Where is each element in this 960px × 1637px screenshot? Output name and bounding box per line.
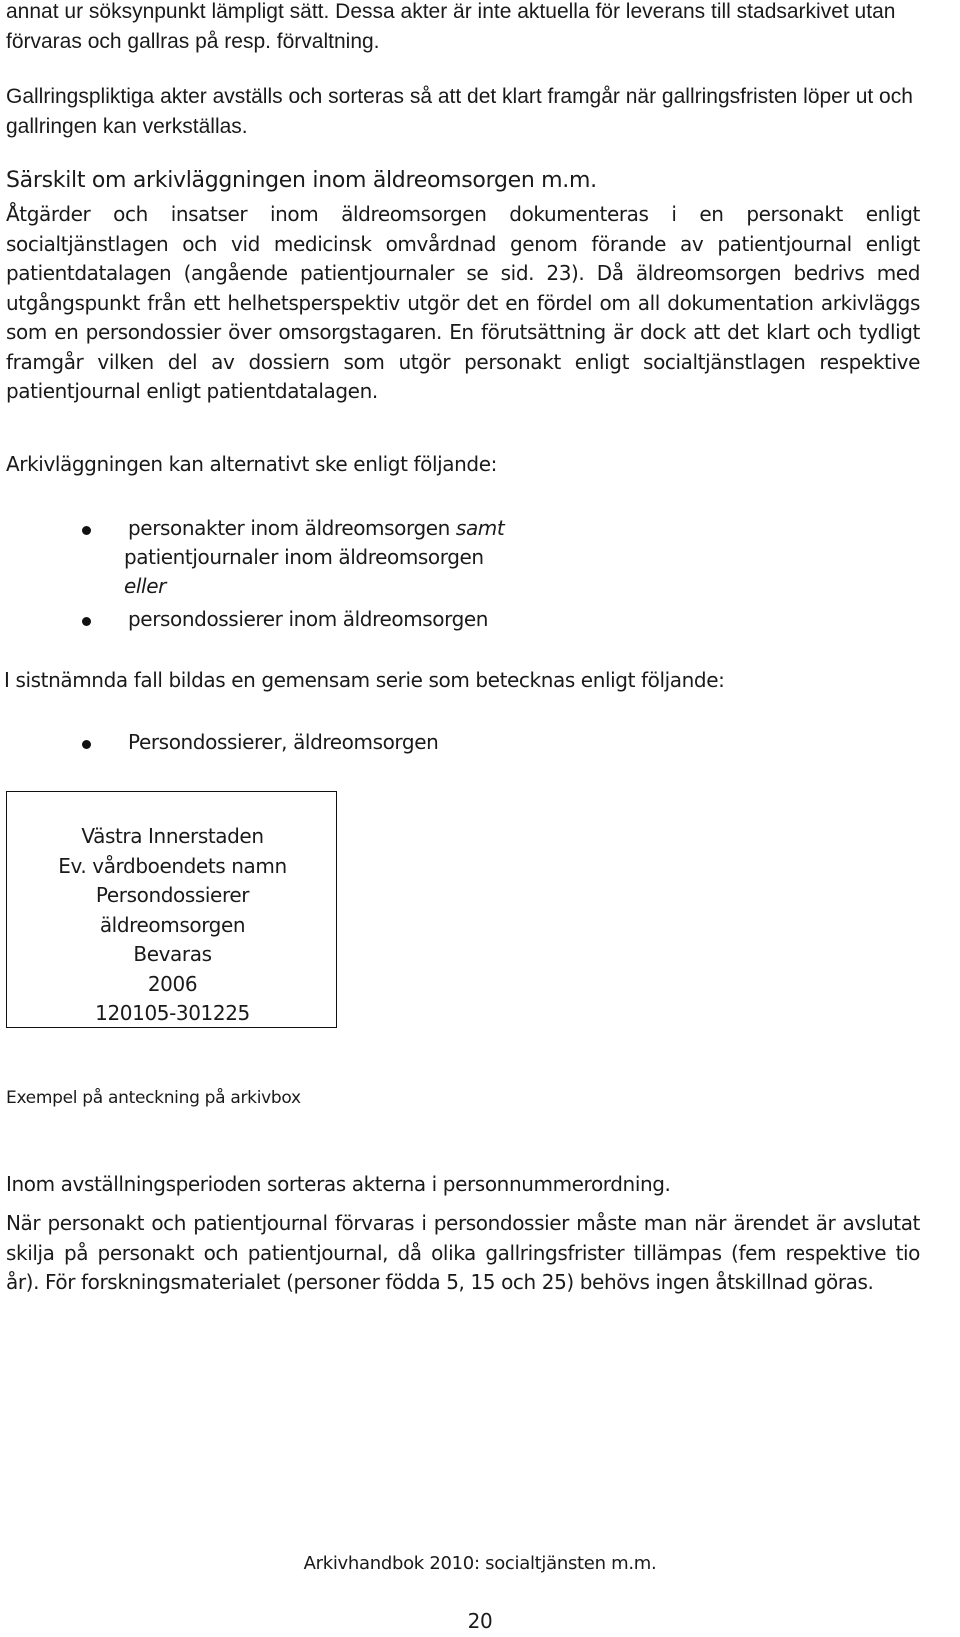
footer-title: Arkivhandbok 2010: socialtjänsten m.m. bbox=[303, 1553, 657, 1574]
box-line-year: 2006 bbox=[147, 971, 198, 996]
paragraph-5: I sistnämnda fall bildas en gemensam serie som betecknas enligt följande: bbox=[4, 668, 725, 692]
list-item: persondossierer inom äldreomsorgen bbox=[128, 607, 489, 631]
list-item bbox=[128, 514, 504, 543]
paragraph-4: Arkivläggningen kan alternativt ske enligt följande: bbox=[6, 452, 497, 476]
box-line-range: 120105-301225 bbox=[95, 1001, 250, 1025]
paragraph-3: Åtgärder och insatser inom äldreomsorgen dokumenteras i en personakt enligt socialtjänstlagen och vid medicinsk omvårdnad genom förande av patientjournal enligt patientdatalagen (angående patientjournaler se sid. 23). Då äldreomsorgen bedrivs med utgångspunkt från ett helhetsperspektiv utgör det en fördel om all dokumentation arkivläggs som en persondossier över omsorgstagaren. En förutsättning är dock att det klart och tydligt framgår vilken del av dossiern som utgör personakt enligt socialtjänstlagen respektive patientjournal enligt patientdatalagen. bbox=[6, 202, 920, 403]
list-item: Persondossierer, äldreomsorgen bbox=[128, 730, 439, 754]
paragraph-7: När personakt och patientjournal förvaras i persondossier måste man när ärendet är avslutat skilja på personakt och patientjournal, då olika gallringsfrister tillämpas (fem respektive tio år). För forskningsmaterialet (personer födda 5, 15 och 25) behövs ingen åtskillnad göras. bbox=[6, 1211, 920, 1294]
list-item-continuation: patientjournaler inom äldreomsorgen bbox=[124, 545, 484, 569]
list-item-text: personakter inom äldreomsorgen bbox=[128, 516, 450, 540]
bullet-dot bbox=[82, 617, 91, 626]
box-line-retention: Bevaras bbox=[133, 942, 212, 966]
paragraph-1: annat ur söksynpunkt lämpligt sätt. Dessa akter är inte aktuella för leverans till stadsarkivet utan förvaras och gallras på resp. förvaltning. bbox=[6, 0, 896, 53]
archive-box-label bbox=[6, 791, 337, 1028]
bullet-dot bbox=[82, 740, 91, 749]
paragraph-2: Gallringspliktiga akter avställs och sorteras så att det klart framgår när gallringsfristen löper ut och gallringen kan verkställas. bbox=[6, 85, 913, 138]
list-item-italic: samt bbox=[455, 516, 505, 540]
paragraph-6: Inom avställningsperioden sorteras akterna i personnummerordning. bbox=[6, 1172, 671, 1196]
page-number: 20 bbox=[467, 1609, 493, 1633]
bullet-dot bbox=[82, 526, 91, 535]
box-line-series: Persondossierer bbox=[95, 883, 250, 907]
section-heading: Särskilt om arkivläggningen inom äldreomsorgen m.m. bbox=[6, 168, 597, 193]
list-item-connector: eller bbox=[124, 574, 166, 598]
box-line-area: äldreomsorgen bbox=[99, 912, 246, 937]
box-line-facility: Ev. vårdboendets namn bbox=[58, 853, 287, 878]
box-caption: Exempel på anteckning på arkivbox bbox=[6, 1088, 301, 1108]
box-line-district: Västra Innerstaden bbox=[81, 824, 264, 848]
